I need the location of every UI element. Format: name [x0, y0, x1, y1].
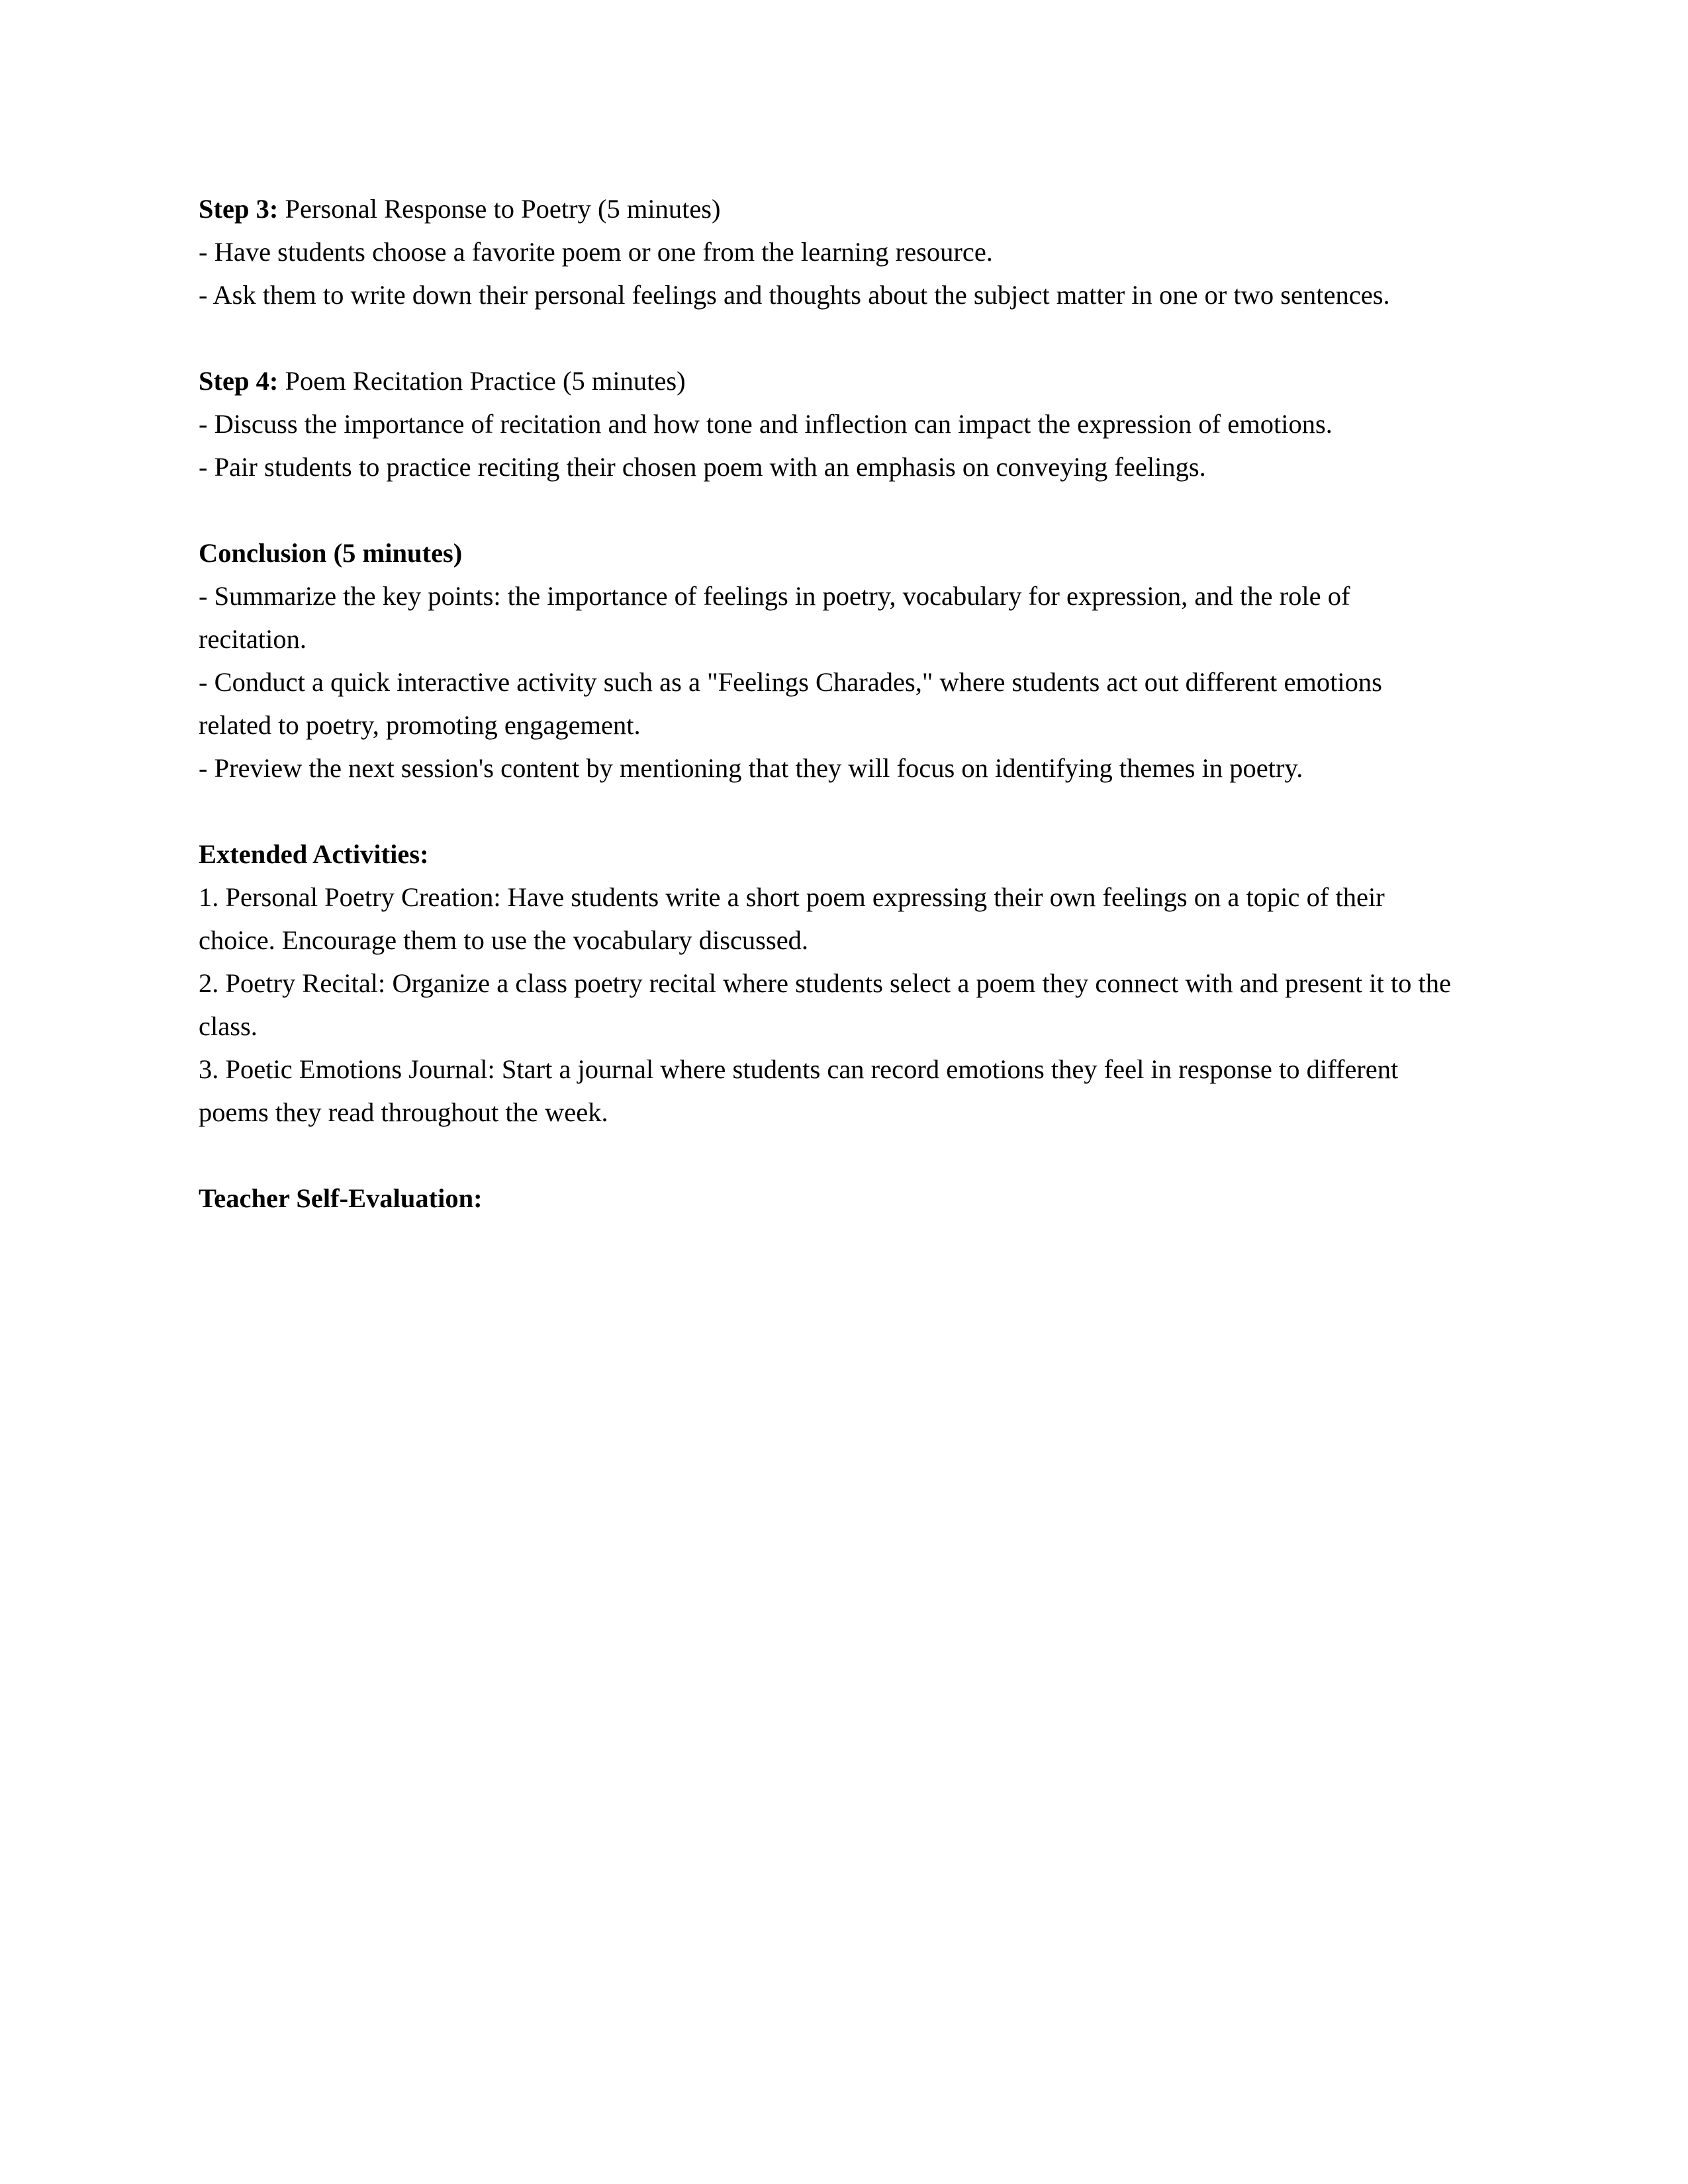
section-step-4 — [199, 359, 1453, 488]
section-step-4-line-2: - Pair students to practice reciting their chosen poem with an emphasis on conveying feelings. — [199, 452, 1206, 482]
section-conclusion-line-1: - Summarize the key points: the importance of feelings in poetry, vocabulary for expression, and the role of recitation. — [199, 581, 1350, 654]
section-extended-activities-heading: Extended Activities: — [199, 839, 429, 869]
section-conclusion-line-3: - Preview the next session's content by mentioning that they will focus on identifying themes in poetry. — [199, 753, 1303, 783]
extended-activity-item-2: 2. Poetry Recital: Organize a class poetry recital where students select a poem they connect with and present it to the class. — [199, 968, 1451, 1041]
section-step-3 — [199, 187, 1453, 316]
section-step-3-heading-rest: Personal Response to Poetry (5 minutes) — [278, 194, 721, 224]
section-conclusion-heading: Conclusion (5 minutes) — [199, 538, 463, 568]
section-extended-activities — [199, 833, 1453, 1134]
section-step-4-heading-rest: Poem Recitation Practice (5 minutes) — [278, 366, 686, 396]
section-step-3-line-2: - Ask them to write down their personal feelings and thoughts about the subject matter in one or two sentences. — [199, 280, 1390, 310]
section-step-3-line-1: - Have students choose a favorite poem or one from the learning resource. — [199, 237, 993, 267]
section-teacher-self-evaluation-heading: Teacher Self-Evaluation: — [199, 1183, 483, 1213]
section-teacher-self-evaluation — [199, 1177, 1453, 1220]
extended-activity-item-1: 1. Personal Poetry Creation: Have students write a short poem expressing their own feelings on a topic of their choice. Encourage them to use the vocabulary discussed. — [199, 882, 1385, 955]
section-step-4-line-1: - Discuss the importance of recitation and how tone and inflection can impact the expression of emotions. — [199, 409, 1333, 439]
document-body — [199, 187, 1453, 1220]
paragraph-gap — [199, 1134, 1453, 1177]
section-conclusion-line-2: - Conduct a quick interactive activity such as a "Feelings Charades," where students act out different emotions related to poetry, promoting engagement. — [199, 667, 1382, 740]
paragraph-gap — [199, 790, 1453, 833]
section-conclusion — [199, 531, 1453, 790]
paragraph-gap — [199, 316, 1453, 359]
paragraph-gap — [199, 488, 1453, 531]
section-step-4-heading-label: Step 4: — [199, 366, 279, 396]
section-step-3-heading — [199, 187, 1453, 230]
section-step-4-heading — [199, 359, 1453, 402]
extended-activity-item-3: 3. Poetic Emotions Journal: Start a journal where students can record emotions they feel in response to different poems they read throughout the week. — [199, 1054, 1399, 1127]
section-step-3-heading-label: Step 3: — [199, 194, 279, 224]
